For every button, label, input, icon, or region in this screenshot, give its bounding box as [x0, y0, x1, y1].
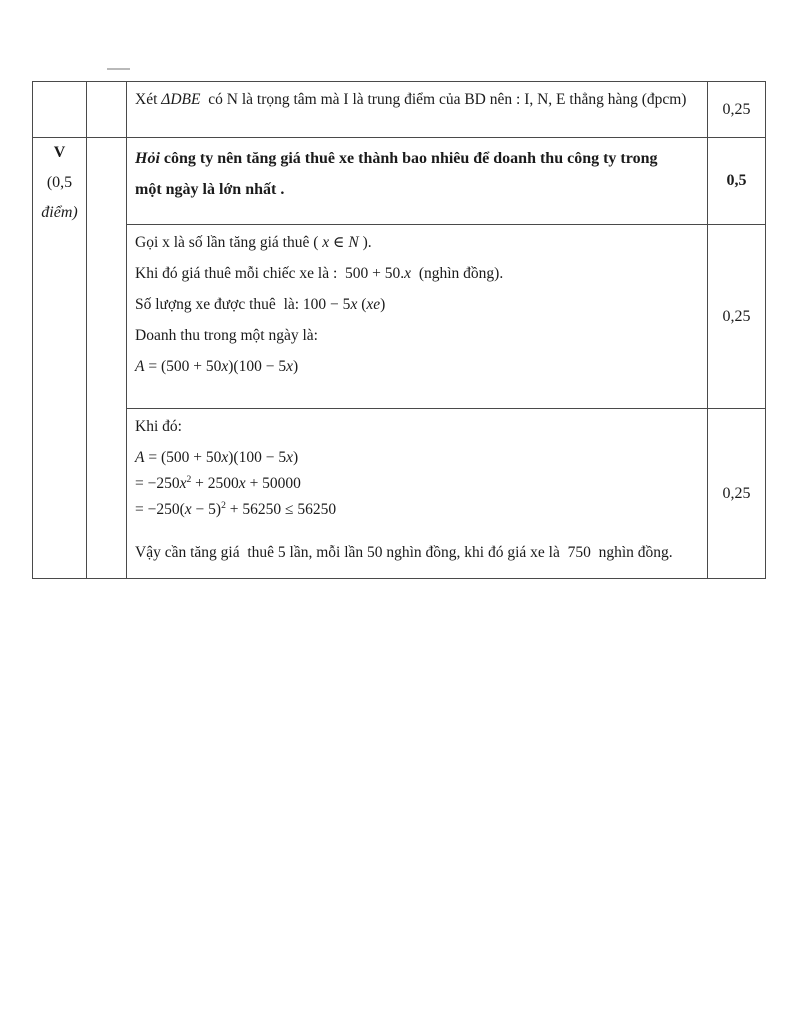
solution-setup-cell	[127, 225, 708, 409]
score-cell: 0,25	[708, 225, 766, 409]
question-statement-cell	[127, 138, 708, 225]
content-line: Vậy cần tăng giá thuê 5 lần, mỗi lần 50 nghìn đồng, khi đó giá xe là 750 nghìn đồng.	[135, 544, 673, 561]
question-points-open: (0,5	[46, 174, 73, 191]
content-line: Hỏi công ty nên tăng giá thuê xe thành bao nhiêu để doanh thu công ty trong	[135, 150, 658, 167]
spacer-cell	[87, 138, 127, 579]
content-line: Xét ΔDBE có N là trọng tâm mà I là trung điểm của BD nên : I, N, E thẳng hàng (đpcm)	[135, 91, 687, 108]
score-cell: 0,25	[708, 409, 766, 579]
content-line: A = (500 + 50x)(100 − 5x)	[135, 358, 299, 375]
content-line: Khi đó:	[135, 418, 182, 435]
content-line: Khi đó giá thuê mỗi chiếc xe là : 500 + 50.x (nghìn đồng).	[135, 265, 504, 282]
table-row	[33, 138, 766, 225]
question-points-close: điểm)	[41, 204, 78, 221]
content-line: = $-250(x - 5)^2 + 56250 \le 56250$	[135, 499, 337, 518]
question-number-cell-empty	[33, 82, 87, 138]
scan-artifact	[107, 68, 130, 70]
solution-final-cell	[127, 409, 708, 579]
content-line: một ngày là lớn nhất .	[135, 181, 285, 198]
spacer-cell	[87, 82, 127, 138]
content-line: Doanh thu trong một ngày là:	[135, 327, 318, 344]
table-row	[33, 409, 766, 579]
answer-key-table	[32, 81, 766, 579]
score-cell: 0,5	[708, 138, 766, 225]
answer-content-cell	[127, 82, 708, 138]
content-line: Số lượng xe được thuê là: 100 − 5x (xe)	[135, 296, 386, 313]
table-row	[33, 225, 766, 409]
content-line: = $-250x^2 + 2500x + 50000$	[135, 473, 301, 492]
content-line: Gọi x là số lần tăng giá thuê ( x ∈ N ).	[135, 234, 372, 251]
question-number-cell	[33, 138, 87, 579]
question-number: V	[53, 144, 66, 161]
table-row	[33, 82, 766, 138]
content-line: A = (500 + 50x)(100 − 5x)	[135, 449, 299, 466]
score-cell: 0,25	[708, 82, 766, 138]
